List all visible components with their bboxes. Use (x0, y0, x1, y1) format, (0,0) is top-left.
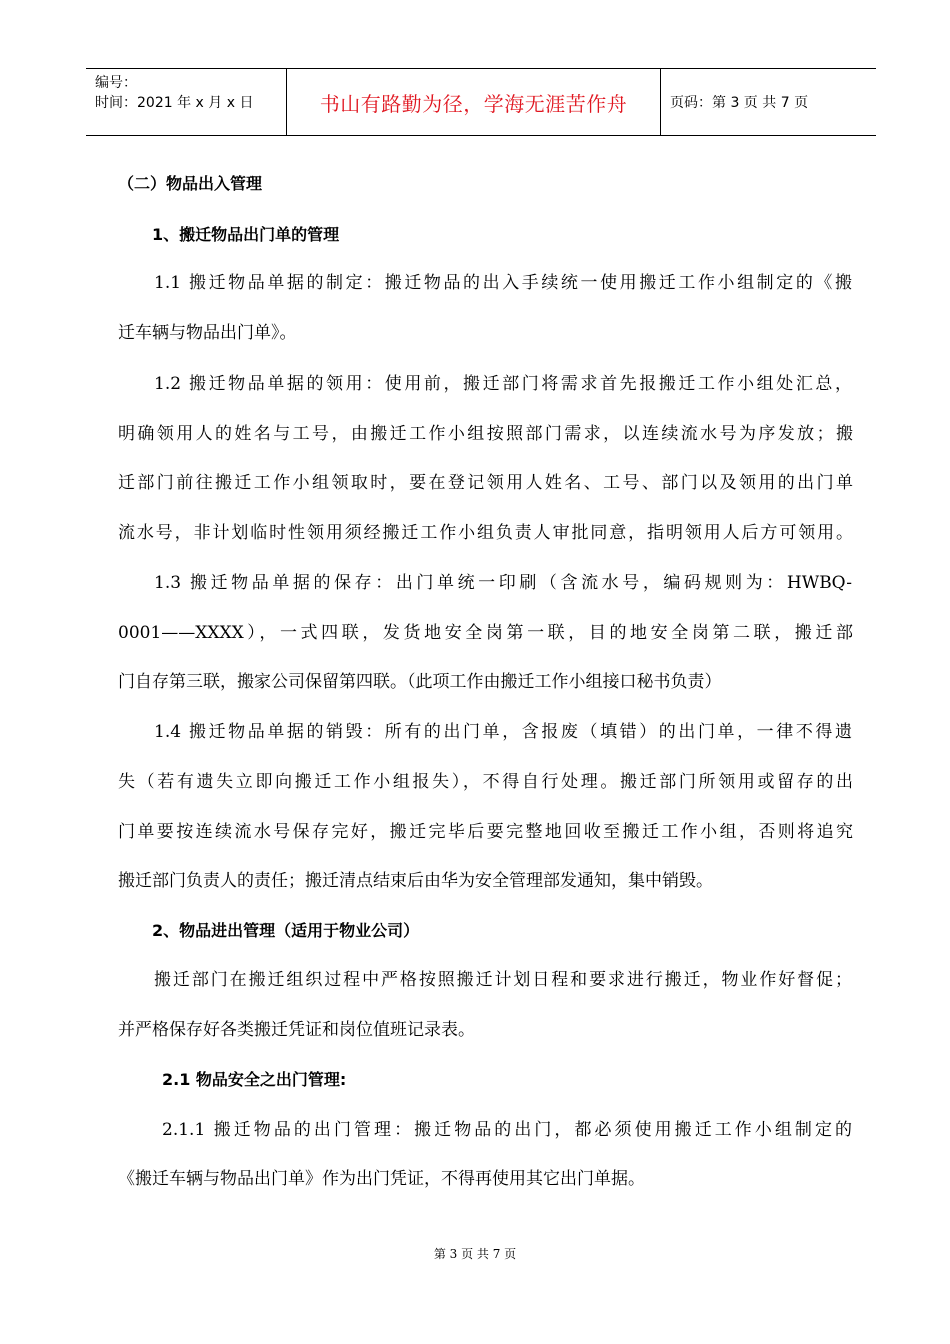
paragraph-line: 1.4 搬迁物品单据的销毁：所有的出门单，含报废（填错）的出门单，一律不得遗 (154, 722, 852, 742)
paragraph-line: 1.3 搬迁物品单据的保存：出门单统一印刷（含流水号，编码规则为：HWBQ- (154, 573, 852, 593)
paragraph-line: 迁部门前往搬迁工作小组领取时，要在登记领用人姓名、工号、部门以及领用的出门单 (118, 473, 853, 493)
paragraph-line: 1.1 搬迁物品单据的制定：搬迁物品的出入手续统一使用搬迁工作小组制定的《搬 (154, 273, 852, 293)
paragraph-line: 迁车辆与物品出门单》。 (118, 323, 297, 343)
paragraph-line: 门单要按连续流水号保存完好，搬迁完毕后要完整地回收至搬迁工作小组，否则将追究 (118, 822, 853, 842)
page-footer: 第 3 页 共 7 页 (433, 1247, 517, 1261)
paragraph-line: 门自存第三联，搬家公司保留第四联。（此项工作由搬迁工作小组接口秘书负责） (118, 672, 722, 692)
header-page-label: 页码：第 3 页 共 7 页 (670, 95, 809, 111)
section-heading: （二）物品出入管理 (118, 174, 263, 193)
paragraph-line: 搬迁部门在搬迁组织过程中严格按照搬迁计划日程和要求进行搬迁，物业作好督促； (154, 970, 852, 990)
header-motto: 书山有路勤为径，学海无涯苦作舟 (287, 69, 661, 135)
subsection-heading: 1、搬迁物品出门单的管理 (152, 225, 340, 244)
paragraph-line: 失（若有遗失立即向搬迁工作小组报失），不得自行处理。搬迁部门所领用或留存的出 (118, 772, 853, 792)
header-meta (86, 69, 287, 135)
paragraph-line: 流水号，非计划临时性领用须经搬迁工作小组负责人审批同意，指明领用人后方可领用。 (118, 523, 853, 543)
paragraph-line: 1.2 搬迁物品单据的领用：使用前，搬迁部门将需求首先报搬迁工作小组处汇总， (154, 374, 852, 394)
number-label: 编号： (95, 75, 137, 91)
paragraph-line: 0001——XXXX），一式四联，发货地安全岗第一联，目的地安全岗第二联，搬迁部 (118, 623, 853, 643)
time-label: 时间：2021 年 x 月 x 日 (95, 95, 254, 111)
paragraph-line: 《搬迁车辆与物品出门单》作为出门凭证，不得再使用其它出门单据。 (118, 1169, 645, 1189)
subsection-heading: 2、物品进出管理（适用于物业公司） (152, 921, 420, 940)
subsection-heading: 2.1 物品安全之出门管理: (162, 1070, 347, 1089)
paragraph-line: 明确领用人的姓名与工号，由搬迁工作小组按照部门需求，以连续流水号为序发放；搬 (118, 424, 853, 444)
paragraph-line: 2.1.1 搬迁物品的出门管理：搬迁物品的出门，都必须使用搬迁工作小组制定的 (162, 1120, 852, 1140)
paragraph-line: 搬迁部门负责人的责任；搬迁清点结束后由华为安全管理部发通知，集中销毁。 (118, 871, 713, 891)
page-header (86, 68, 876, 136)
paragraph-line: 并严格保存好各类搬迁凭证和岗位值班记录表。 (118, 1020, 475, 1040)
